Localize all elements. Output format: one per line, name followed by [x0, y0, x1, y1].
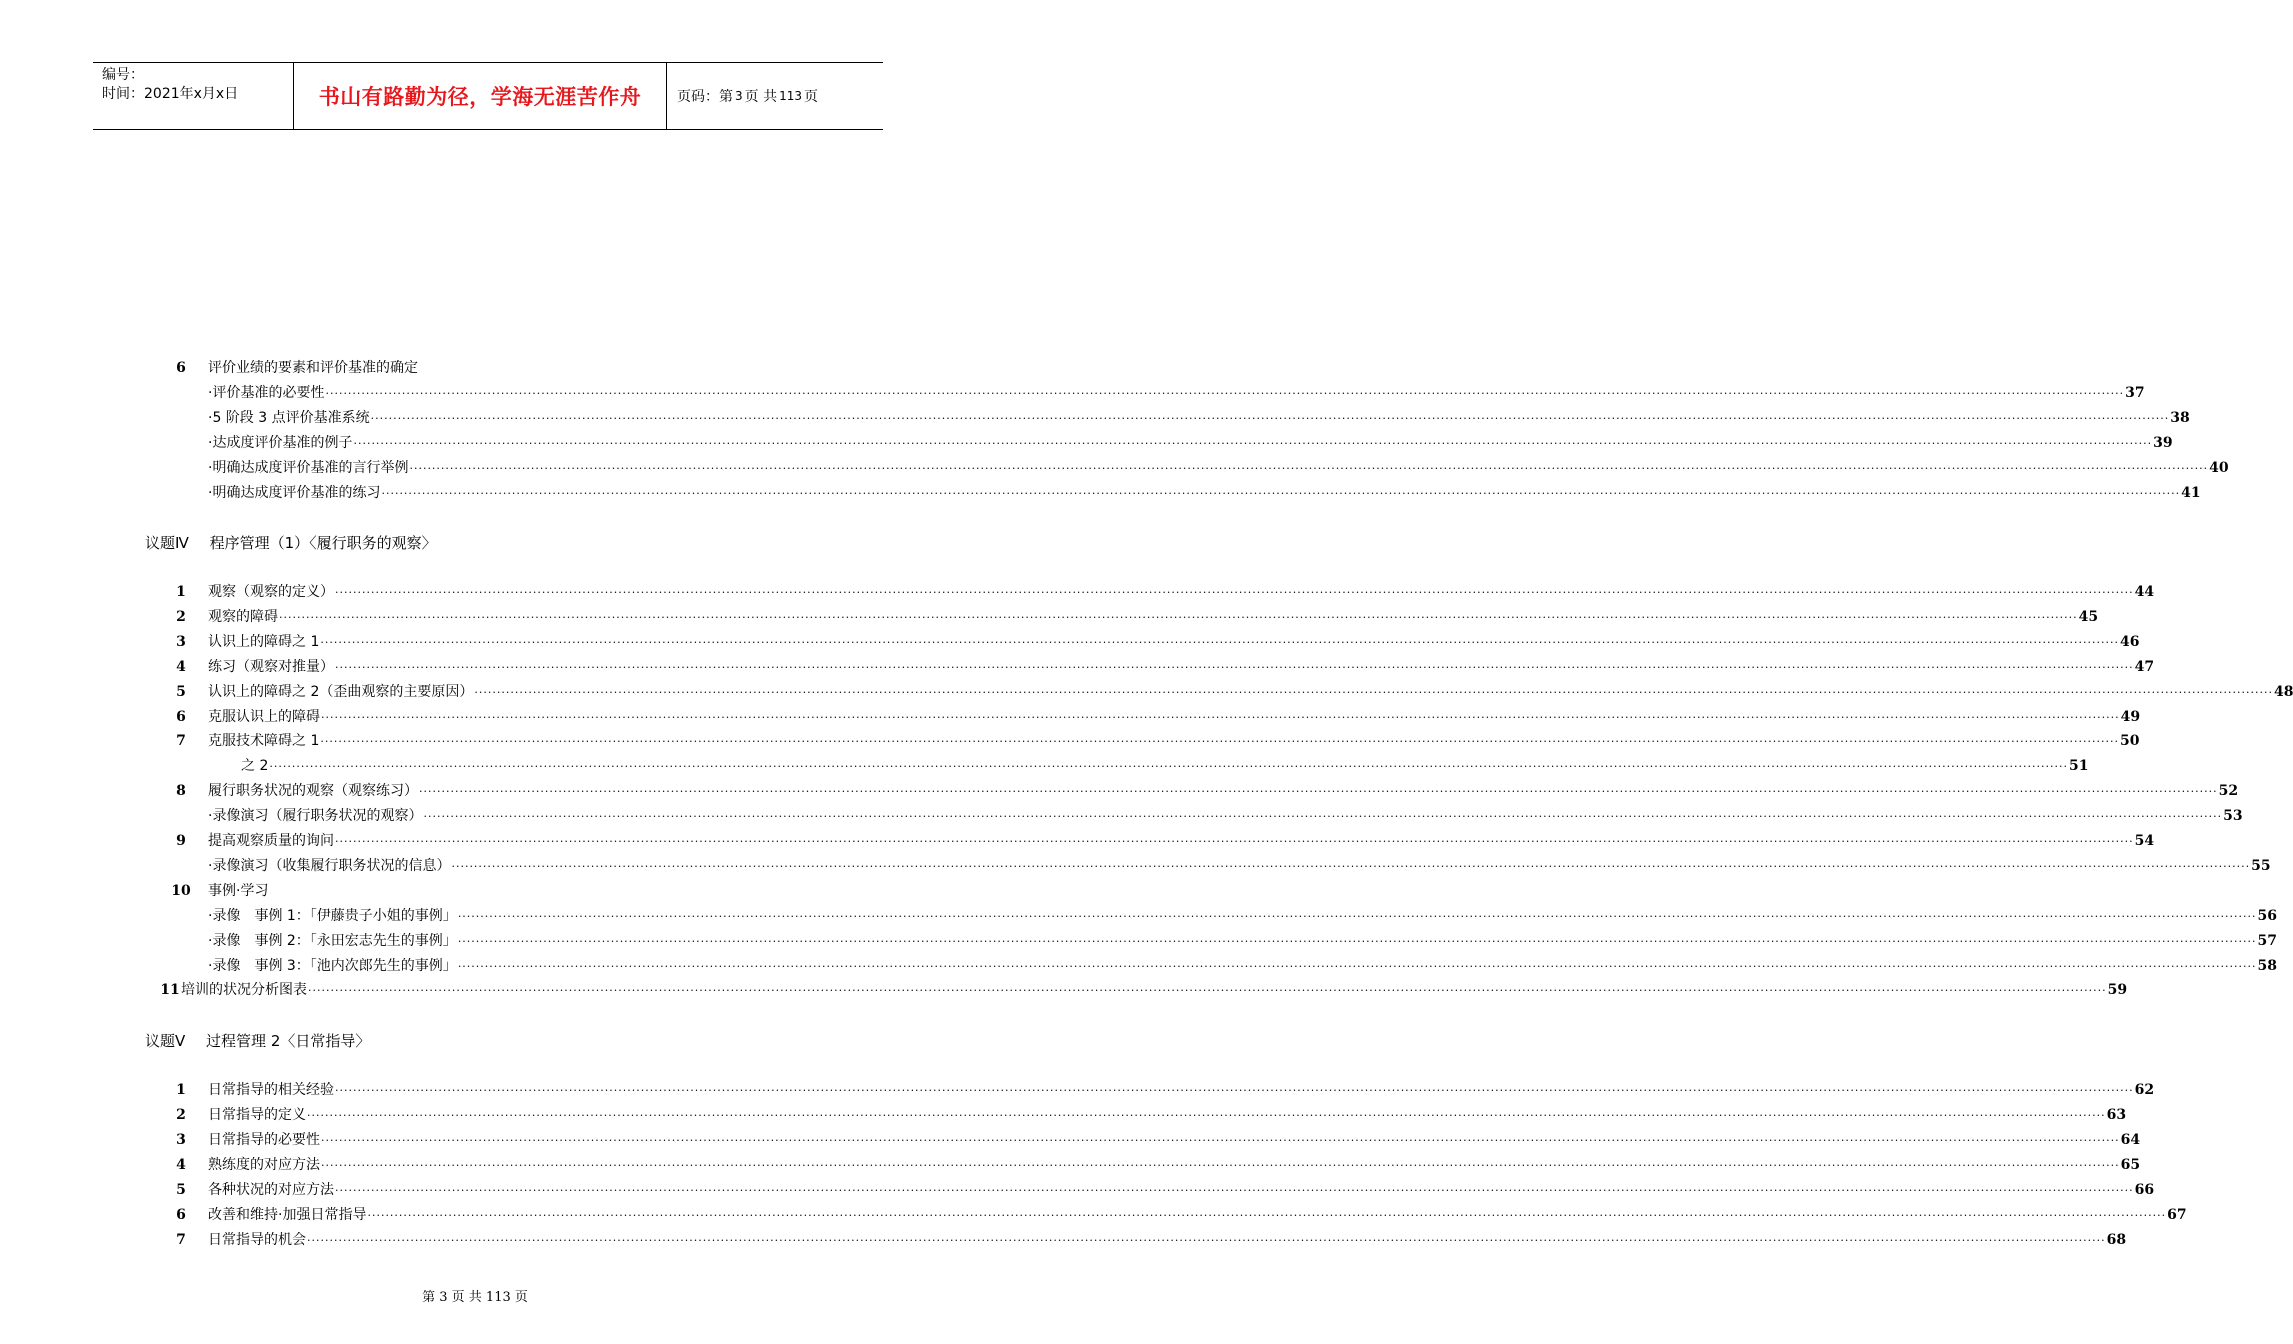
toc-page: 48	[2274, 683, 2293, 700]
page-prefix: 页码：第	[677, 89, 733, 105]
toc-page: 57	[2257, 932, 2277, 949]
toc-entry	[181, 978, 2128, 1003]
toc-page: 45	[2078, 608, 2099, 625]
toc-entry	[208, 804, 2243, 829]
section-title: 程序管理（1）〈履行职务的观察〉	[209, 534, 437, 552]
toc-entry	[208, 381, 2145, 406]
toc-text: ·明确达成度评价基准的练习	[208, 485, 381, 501]
toc-text: 认识上的障碍之 1	[208, 633, 320, 650]
toc-number: 6	[176, 360, 186, 376]
toc-text: ·录像演习（收集履行职务状况的信息）	[208, 857, 451, 874]
toc-entry	[208, 580, 2155, 605]
toc-page: 65	[2120, 1157, 2141, 1173]
toc-row	[0, 978, 2128, 1002]
toc-page: 55	[2251, 857, 2271, 874]
toc-row	[0, 1203, 2187, 1227]
toc-row	[0, 456, 2229, 480]
toc-number: 6	[176, 1207, 186, 1223]
toc-leader: ················································································································································································································································································································································································································	[353, 437, 2153, 450]
toc-row	[0, 605, 2099, 629]
toc-entry	[208, 929, 2277, 954]
toc-entry	[208, 879, 934, 903]
toc-entry	[208, 456, 2229, 481]
toc-number: 3	[176, 1132, 186, 1148]
toc-text: 提高观察质量的询问	[208, 833, 334, 849]
toc-number: 4	[176, 1157, 186, 1173]
toc-text: 观察的障碍	[208, 608, 278, 625]
toc-text: ·录像 事例 2：「永田宏志先生的事例」	[208, 932, 457, 949]
toc-text: ·5 阶段 3 点评价基准系统	[208, 410, 370, 426]
header-meta	[93, 63, 294, 129]
toc-text: 事例·学习	[208, 882, 269, 899]
toc-entry	[208, 406, 2190, 431]
toc-row	[0, 754, 2089, 778]
toc-page: 63	[2106, 1107, 2127, 1123]
toc-page: 66	[2134, 1182, 2155, 1198]
toc-row	[0, 854, 2271, 878]
page-suffix: 页	[804, 89, 818, 105]
toc-page: 64	[2120, 1132, 2141, 1148]
section-tag: 议题Ⅴ	[145, 1032, 186, 1050]
toc-entry	[208, 605, 2099, 630]
toc-entry	[208, 854, 2271, 879]
section-title: 过程管理 2〈日常指导〉	[206, 1032, 371, 1050]
header-page-info	[667, 63, 883, 129]
toc-number: 4	[176, 658, 186, 675]
toc-number: 5	[176, 1182, 186, 1198]
page-mid: 页 共	[744, 89, 778, 105]
toc-number: 2	[176, 1107, 186, 1123]
toc-leader: ················································································································································································································································································································································································································	[335, 835, 2134, 848]
toc-entry	[208, 779, 2239, 804]
toc-entry	[208, 655, 2155, 680]
toc-entry	[208, 705, 2141, 730]
toc-text: 练习（观察对推量）	[208, 658, 334, 675]
toc-text: 日常指导的必要性	[208, 1132, 320, 1148]
toc-number: 7	[176, 1232, 186, 1248]
toc-text: 日常指导的相关经验	[208, 1082, 334, 1098]
toc-entry	[208, 1103, 2127, 1128]
toc-number: 1	[176, 584, 186, 600]
section-heading-5	[145, 1029, 370, 1053]
toc-entry	[208, 680, 2293, 705]
toc-number: 5	[176, 683, 186, 700]
toc-leader: ················································································································································································································································································································································································································	[457, 959, 2257, 973]
toc-leader: ················································································································································································································································································································································································································	[320, 735, 2119, 749]
toc-number: 9	[176, 833, 186, 849]
toc-leader: ················································································································································································································································································································································································································	[457, 934, 2257, 948]
toc-row	[0, 929, 2277, 953]
toc-entry	[208, 356, 934, 380]
toc-number: 7	[176, 733, 186, 750]
toc-text: 培训的状况分析图表	[181, 982, 307, 999]
toc-entry	[208, 904, 2277, 929]
toc-text: 各种状况的对应方法	[208, 1182, 334, 1198]
toc-entry	[208, 1203, 2187, 1228]
toc-page: 56	[2257, 907, 2277, 924]
toc-entry	[208, 481, 2201, 506]
toc-row	[0, 1128, 2141, 1152]
toc-text: ·录像演习（履行职务状况的观察）	[208, 808, 423, 825]
page-total: 113	[779, 89, 802, 103]
toc-row	[0, 406, 2190, 430]
toc-text: ·录像 事例 3：「池内次郎先生的事例」	[208, 957, 457, 974]
toc-page: 67	[2167, 1207, 2187, 1223]
toc-page: 52	[2218, 783, 2239, 800]
header-motto: 书山有路勤为径，学海无涯苦作舟	[294, 63, 667, 129]
toc-text: ·明确达成度评价基准的言行举例	[208, 460, 409, 476]
toc-entry	[208, 1128, 2141, 1153]
toc-text: 观察（观察的定义）	[208, 584, 334, 600]
toc-leader: ················································································································································································································································································································································································································	[423, 810, 2223, 824]
toc-leader: ················································································································································································································································································································································································································	[307, 1109, 2106, 1122]
toc-leader: ················································································································································································································································································································································································································	[409, 462, 2209, 475]
toc-page: 38	[2170, 410, 2190, 426]
toc-row	[0, 829, 2155, 853]
toc-row	[0, 1178, 2155, 1202]
toc-row	[0, 481, 2201, 505]
toc-row	[0, 904, 2277, 928]
toc-row	[0, 356, 950, 380]
toc-page: 62	[2134, 1082, 2155, 1098]
toc-leader: ················································································································································································································································································································································································································	[320, 635, 2119, 649]
toc-row	[0, 705, 2141, 729]
toc-leader: ················································································································································································································································································································································································································	[307, 1234, 2106, 1247]
toc-text: ·录像 事例 1：「伊藤贵子小姐的事例」	[208, 907, 457, 924]
toc-row	[0, 580, 2155, 604]
toc-row	[0, 1228, 2127, 1252]
toc-row	[0, 1153, 2141, 1177]
toc-page: 41	[2181, 485, 2201, 501]
toc-page: 40	[2209, 460, 2229, 476]
toc-leader: ················································································································································································································································································································································································································	[419, 785, 2218, 799]
toc-text: ·评价基准的必要性	[208, 385, 325, 401]
toc-text: 改善和维持·加强日常指导	[208, 1207, 367, 1223]
toc-entry	[208, 829, 2155, 854]
toc-page: 68	[2106, 1232, 2127, 1248]
toc-number: 2	[176, 608, 186, 625]
toc-row	[0, 381, 2145, 405]
toc-text: ·达成度评价基准的例子	[208, 435, 353, 451]
toc-text: 认识上的障碍之 2（歪曲观察的主要原因）	[208, 683, 474, 700]
toc-leader: ················································································································································································································································································································································································································	[335, 1084, 2134, 1097]
page-header	[93, 62, 883, 130]
toc-leader: ················································································································································································································································································································································································································	[367, 1209, 2167, 1222]
toc-leader: ················································································································································································································································································································································································································	[451, 859, 2251, 873]
toc-number: 10	[171, 882, 191, 899]
toc-leader: ················································································································································································································································································································································································································	[370, 412, 2170, 425]
toc-page: 44	[2134, 584, 2155, 600]
number-label: 编号：	[102, 67, 144, 83]
toc-leader: ················································································································································································································································································································································································································	[335, 660, 2134, 674]
toc-text: 克服技术障碍之 1	[208, 733, 320, 750]
page-current: 3	[735, 89, 743, 103]
toc-page: 37	[2125, 385, 2145, 401]
toc-text: 日常指导的机会	[208, 1232, 306, 1248]
toc-row	[0, 680, 2293, 704]
toc-text: 履行职务状况的观察（观察练习）	[208, 783, 418, 800]
toc-entry	[208, 954, 2277, 979]
page-footer: 第 3 页 共 113 页	[422, 1290, 528, 1305]
toc-leader: ················································································································································································································································································································································································································	[381, 487, 2181, 500]
toc-page: 39	[2153, 435, 2173, 451]
toc-row	[0, 630, 2140, 654]
toc-page: 58	[2257, 957, 2277, 974]
toc-entry	[208, 1153, 2141, 1178]
toc-leader: ················································································································································································································································································································································································································	[321, 1159, 2120, 1172]
toc-leader: ················································································································································································································································································································································································································	[457, 909, 2257, 923]
toc-leader: ················································································································································································································································································································································································································	[321, 1134, 2120, 1147]
toc-entry	[208, 630, 2140, 655]
toc-entry	[208, 1178, 2155, 1203]
toc-row	[0, 431, 2173, 455]
toc-number: 8	[176, 783, 186, 800]
toc-entry	[208, 1228, 2127, 1253]
toc-number: 11	[160, 982, 180, 999]
toc-page: 59	[2107, 982, 2128, 999]
toc-leader: ················································································································································································································································································································································································································	[325, 387, 2125, 400]
toc-text: 熟练度的对应方法	[208, 1157, 320, 1173]
toc-text: 评价业绩的要素和评价基准的确定	[208, 360, 418, 376]
toc-text: 之 2	[241, 758, 269, 775]
toc-row	[0, 729, 2140, 753]
toc-page: 53	[2223, 808, 2243, 825]
toc-row	[0, 879, 950, 903]
toc-entry	[208, 729, 2140, 754]
toc-entry	[208, 1078, 2155, 1103]
toc-row	[0, 954, 2277, 978]
toc-leader: ················································································································································································································································································································································································································	[335, 586, 2134, 599]
toc-row	[0, 1078, 2155, 1102]
toc-page: 49	[2120, 708, 2141, 725]
toc-leader: ················································································································································································································································································································································································································	[321, 710, 2120, 724]
toc-entry	[208, 431, 2173, 456]
toc-leader: ················································································································································································································································································································································································································	[335, 1184, 2134, 1197]
toc-number: 1	[176, 1082, 186, 1098]
toc-text: 日常指导的定义	[208, 1107, 306, 1123]
section-tag: 议题Ⅳ	[145, 534, 189, 552]
toc-text: 克服认识上的障碍	[208, 708, 320, 725]
toc-row	[0, 1103, 2127, 1127]
toc-leader: ················································································································································································································································································································································································································	[308, 984, 2107, 998]
toc-page: 46	[2120, 633, 2140, 650]
toc-row	[0, 655, 2155, 679]
toc-number: 6	[176, 708, 186, 725]
toc-entry	[241, 754, 2089, 779]
toc-leader: ················································································································································································································································································································································································································	[474, 685, 2273, 699]
toc-leader: ················································································································································································································································································································································································································	[269, 760, 2068, 774]
toc-page: 51	[2069, 758, 2089, 775]
toc-row	[0, 779, 2239, 803]
section-heading-4	[145, 531, 437, 555]
toc-page: 47	[2134, 658, 2155, 675]
toc-page: 50	[2120, 733, 2140, 750]
time-label: 时间：2021年x月x日	[102, 86, 239, 102]
toc-row	[0, 804, 2243, 828]
toc-page: 54	[2134, 833, 2155, 849]
toc-leader: ················································································································································································································································································································································································································	[279, 610, 2078, 624]
toc-number: 3	[176, 633, 186, 650]
